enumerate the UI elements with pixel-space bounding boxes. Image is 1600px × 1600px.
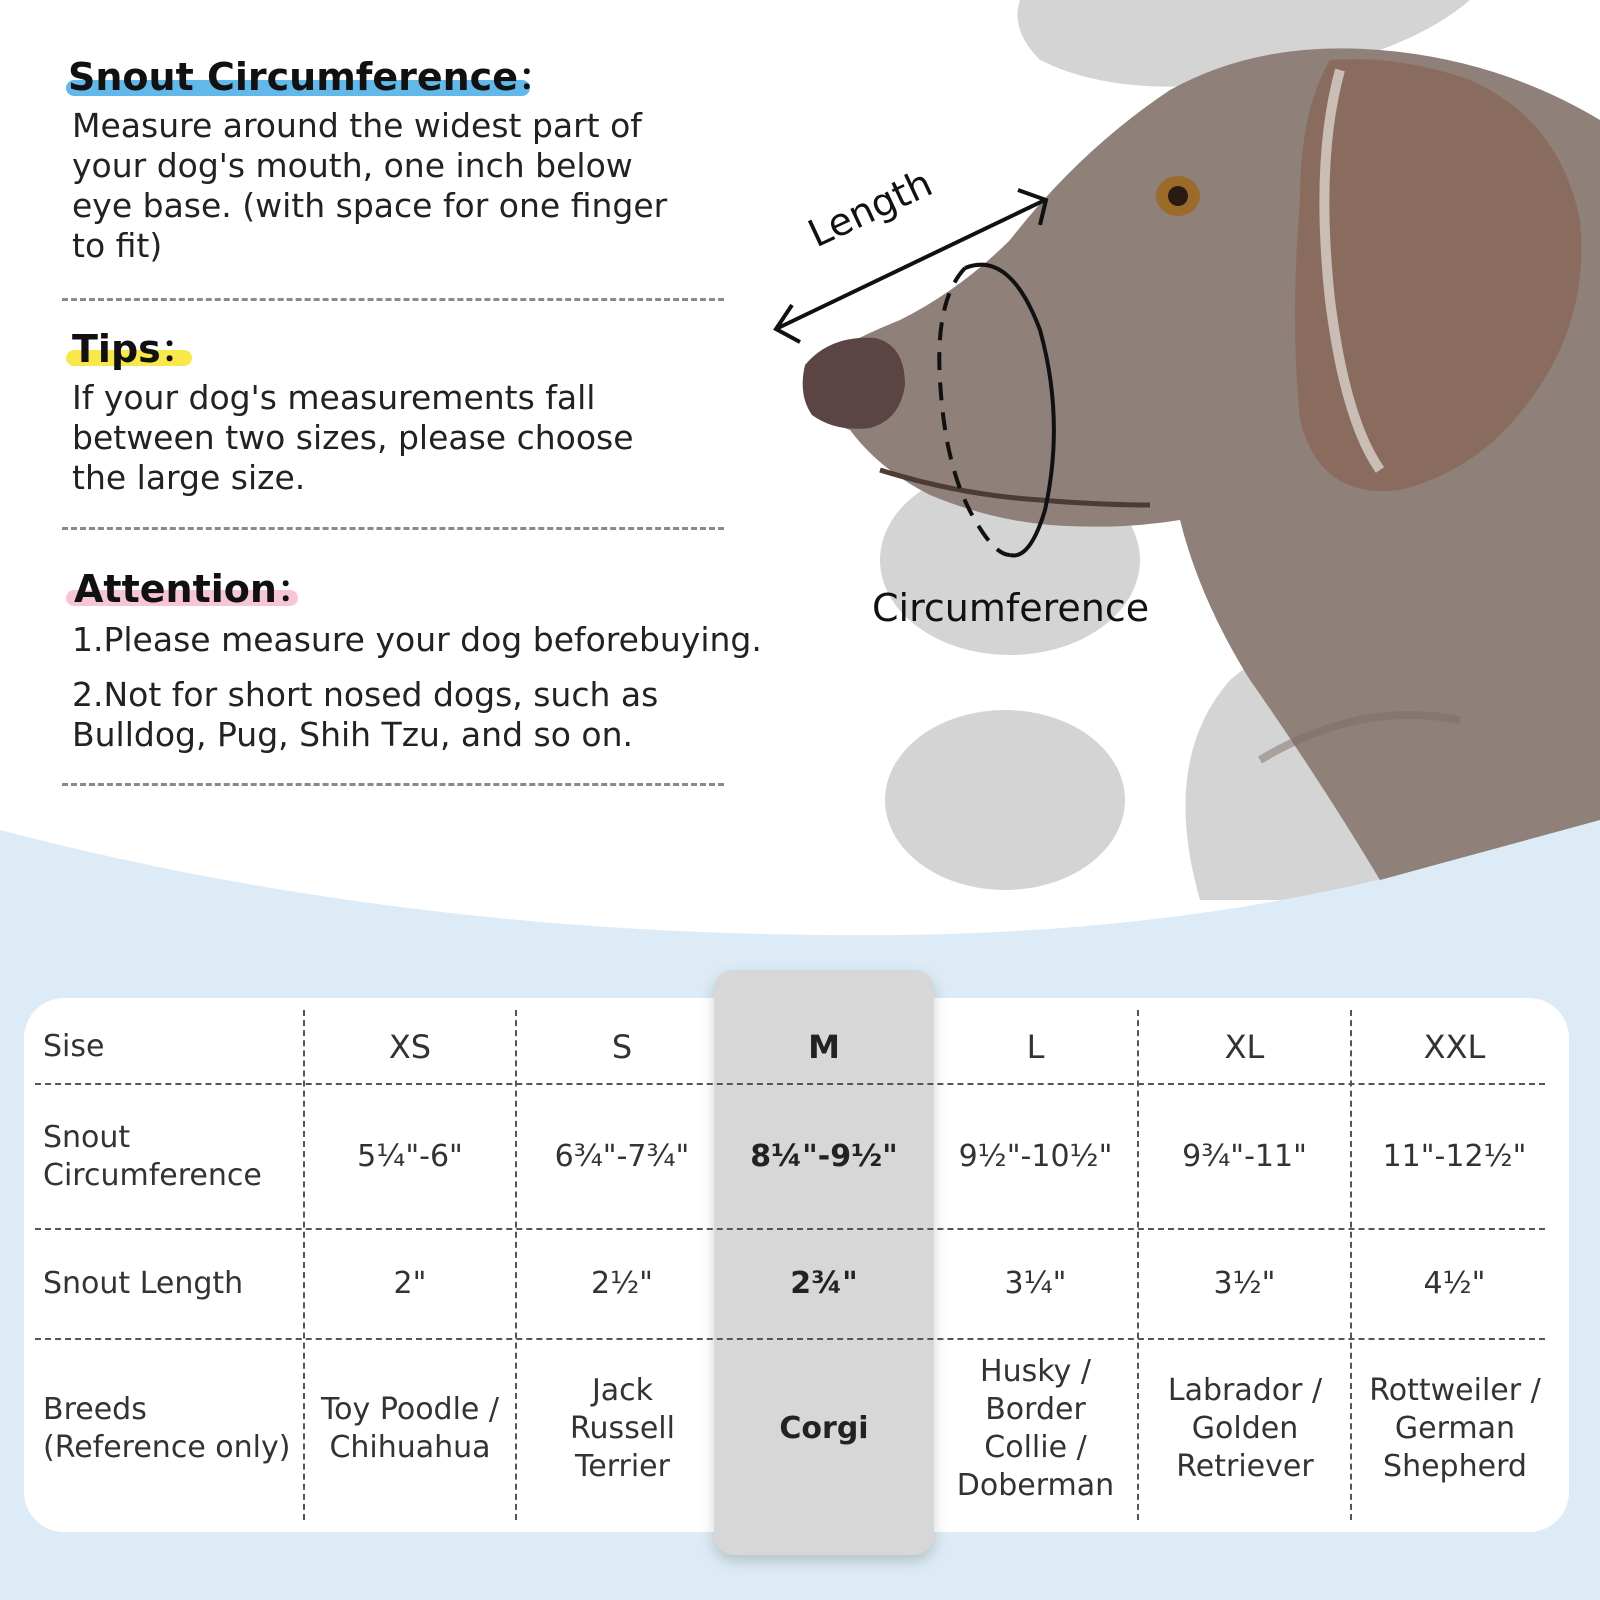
divider-1 <box>62 298 724 301</box>
cell-breed-xxl: Rottweiler / German Shepherd <box>1369 1373 1541 1484</box>
attention-item-1: 1.Please measure your dog beforebuying. <box>72 620 762 659</box>
attention-title: Attention： <box>74 567 315 611</box>
size-header-m: M <box>808 1027 840 1066</box>
divider-3 <box>62 783 724 786</box>
cell-length-s: 2½" <box>591 1266 653 1301</box>
divider-2 <box>62 527 724 530</box>
cell-circ-xs: 5¼"-6" <box>357 1138 463 1174</box>
cell-circ-xl: 9¾"-11" <box>1182 1138 1307 1174</box>
cell-length-xl: 3½" <box>1213 1266 1276 1301</box>
size-header-xxl: XXL <box>1423 1027 1486 1066</box>
tips-description: If your dog's measurements fall between two sizes, please choose the large size. <box>72 378 634 497</box>
cell-circ-xxl: 11"-12½" <box>1382 1138 1527 1174</box>
length-label: Length <box>801 160 939 256</box>
snout-title: Snout Circumference： <box>68 55 556 99</box>
cell-breed-xl: Labrador / Golden Retriever <box>1167 1373 1323 1484</box>
size-header-xs: XS <box>388 1027 432 1066</box>
cell-breed-xs: Toy Poodle / Chihuahua <box>320 1392 500 1465</box>
attention-item-2: 2.Not for short nosed dogs, such as Bulldog, Pug, Shih Tzu, and so on. <box>72 675 659 754</box>
cell-circ-s: 6¾"-7¾" <box>554 1138 690 1174</box>
row-label-breeds: Breeds (Reference only) <box>43 1392 291 1465</box>
paw-pad-lower <box>885 710 1125 890</box>
cell-breed-l: Husky / Border Collie / Doberman <box>956 1354 1115 1503</box>
cell-length-xs: 2" <box>393 1266 427 1301</box>
size-header-l: L <box>1026 1027 1045 1066</box>
cell-circ-l: 9½"-10½" <box>958 1138 1113 1174</box>
tips-title: Tips： <box>72 327 199 371</box>
cell-circ-m: 8¼"-9½" <box>750 1138 898 1174</box>
row-label-snout-circumference: Snout Circumference <box>43 1119 262 1193</box>
cell-length-xxl: 4½" <box>1423 1266 1486 1301</box>
cell-breed-m: Corgi <box>779 1411 869 1446</box>
cell-length-m: 2¾" <box>790 1266 858 1301</box>
cell-breed-s: Jack Russell Terrier <box>570 1373 675 1484</box>
cell-length-l: 3¼" <box>1004 1266 1067 1301</box>
row-label-snout-length: Snout Length <box>43 1266 244 1301</box>
circumference-label: Circumference <box>872 586 1150 630</box>
size-header-s: S <box>611 1027 633 1066</box>
snout-description: Measure around the widest part of your dog's mouth, one inch below eye base. (with space for one finger to fit) <box>72 106 668 265</box>
table-header-label: Sise <box>43 1028 105 1064</box>
size-header-xl: XL <box>1224 1027 1265 1066</box>
